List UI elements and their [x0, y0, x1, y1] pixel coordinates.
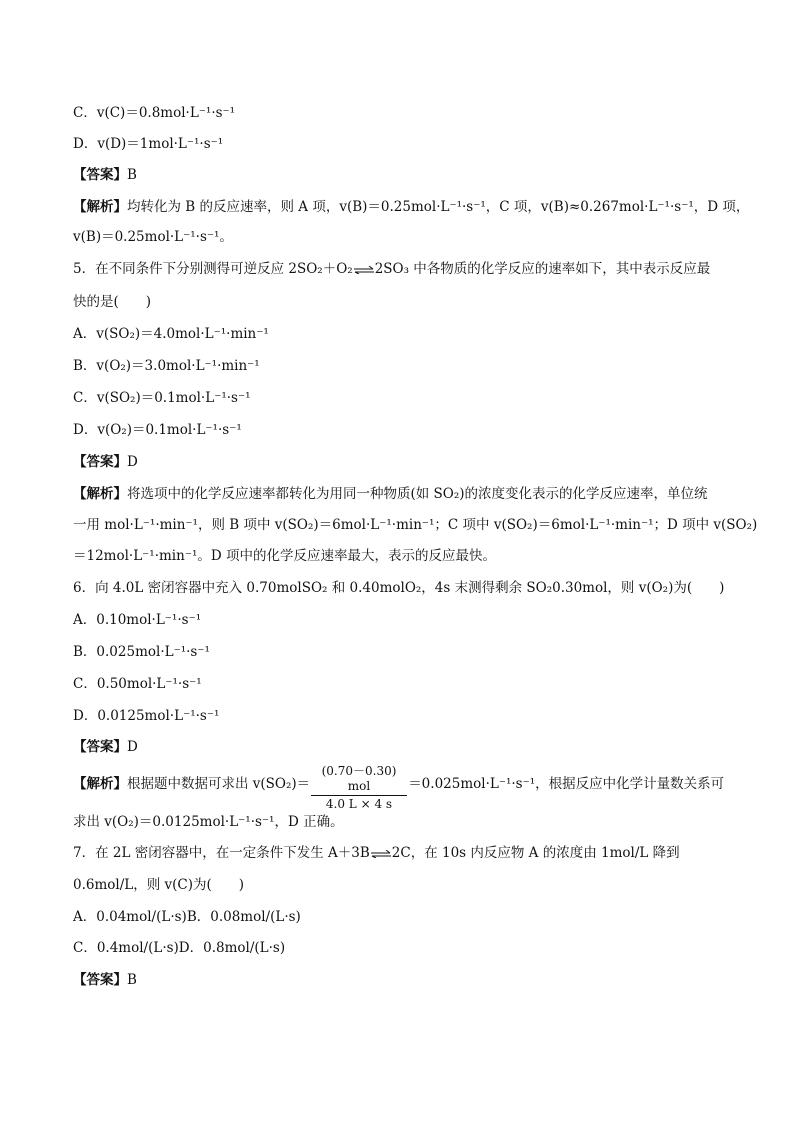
reversible-arrow-icon	[353, 266, 375, 274]
option-c-q6: C．0.50mol·L⁻¹·s⁻¹	[73, 676, 202, 692]
answer-tag: 【答案】	[73, 167, 127, 183]
analysis-q6-line2: 求出 v(O₂)＝0.0125mol·L⁻¹·s⁻¹，D 正确。	[73, 814, 344, 830]
fraction	[311, 764, 407, 812]
option-d-q6: D．0.0125mol·L⁻¹·s⁻¹	[73, 708, 220, 724]
options-ab-q7: A．0.04mol/(L·s)B．0.08mol/(L·s)	[73, 909, 301, 925]
answer-tag: 【答案】	[73, 739, 127, 755]
option-c-q4: C．v(C)＝0.8mol·L⁻¹·s⁻¹	[73, 105, 236, 121]
answer-value: D	[127, 454, 138, 470]
analysis-tag: 【解析】	[73, 199, 127, 215]
question-6: 6．向 4.0L 密闭容器中充入 0.70molSO₂ 和 0.40molO₂，4s 末测得剩余 SO₂0.30mol，则 v(O₂)为( )	[73, 580, 725, 596]
answer-value: B	[127, 972, 137, 988]
option-a-q6: A．0.10mol·L⁻¹·s⁻¹	[73, 612, 202, 628]
q5-text-a: 5．在不同条件下分别测得可逆反应 2SO₂＋O₂	[73, 261, 353, 277]
analysis-text: 将选项中的化学反应速率都转化为用同一种物质(如 SO₂)的浓度变化表示的化学反应速率，单位统	[127, 486, 708, 502]
analysis-text-a: 根据题中数据可求出 v(SO₂)＝	[127, 776, 311, 792]
question-5-line1	[73, 260, 710, 278]
analysis-q4-line1	[73, 198, 749, 216]
option-b-q6: B．0.025mol·L⁻¹·s⁻¹	[73, 644, 210, 660]
analysis-q5-line2: 一用 mol·L⁻¹·min⁻¹，则 B 项中 v(SO₂)＝6mol·L⁻¹·min⁻¹；C 项中 v(SO₂)＝6mol·L⁻¹·min⁻¹；D 项中 v(SO₂)	[73, 517, 758, 533]
question-5-line2: 快的是( )	[73, 294, 152, 310]
fraction-denominator: 4.0 L × 4 s	[325, 797, 393, 811]
q7-text-b: 2C，在 10s 内反应物 A 的浓度由 1mol/L 降到	[391, 845, 680, 861]
option-d-q4: D．v(D)＝1mol·L⁻¹·s⁻¹	[73, 136, 224, 152]
option-d-q5: D．v(O₂)＝0.1mol·L⁻¹·s⁻¹	[73, 422, 242, 438]
answer-q4	[73, 166, 137, 184]
option-c-q5: C．v(SO₂)＝0.1mol·L⁻¹·s⁻¹	[73, 390, 251, 406]
analysis-text-b: ＝0.025mol·L⁻¹·s⁻¹，根据反应中化学计量数关系可	[408, 776, 725, 792]
analysis-tag: 【解析】	[73, 776, 127, 792]
option-a-q5: A．v(SO₂)＝4.0mol·L⁻¹·min⁻¹	[73, 326, 269, 342]
fraction-numerator: (0.70－0.30) mol	[311, 764, 407, 796]
analysis-q5-line1	[73, 485, 708, 503]
question-7-line2: 0.6mol/L，则 v(C)为( )	[73, 877, 245, 893]
q5-text-b: 2SO₃ 中各物质的化学反应的速率如下，其中表示反应最	[374, 261, 711, 277]
answer-tag: 【答案】	[73, 454, 127, 470]
options-cd-q7: C．0.4mol/(L·s)D．0.8mol/(L·s)	[73, 940, 286, 956]
analysis-tag: 【解析】	[73, 486, 127, 502]
analysis-text: 均转化为 B 的反应速率，则 A 项，v(B)＝0.25mol·L⁻¹·s⁻¹，C 项，v(B)≈0.267mol·L⁻¹·s⁻¹，D 项，	[127, 199, 750, 215]
answer-q5	[73, 453, 138, 471]
answer-value: D	[127, 739, 138, 755]
answer-q6	[73, 738, 138, 756]
q7-text-a: 7．在 2L 密闭容器中，在一定条件下发生 A＋3B	[73, 845, 370, 861]
answer-value: B	[127, 167, 137, 183]
analysis-q4-line2: v(B)＝0.25mol·L⁻¹·s⁻¹。	[73, 229, 233, 245]
reversible-arrow-icon	[370, 850, 392, 858]
analysis-q5-line3: ＝12mol·L⁻¹·min⁻¹。D 项中的化学反应速率最大，表示的反应最快。	[73, 548, 496, 564]
answer-q7	[73, 971, 137, 989]
question-7-line1	[73, 844, 680, 862]
option-b-q5: B．v(O₂)＝3.0mol·L⁻¹·min⁻¹	[73, 358, 260, 374]
answer-tag: 【答案】	[73, 972, 127, 988]
